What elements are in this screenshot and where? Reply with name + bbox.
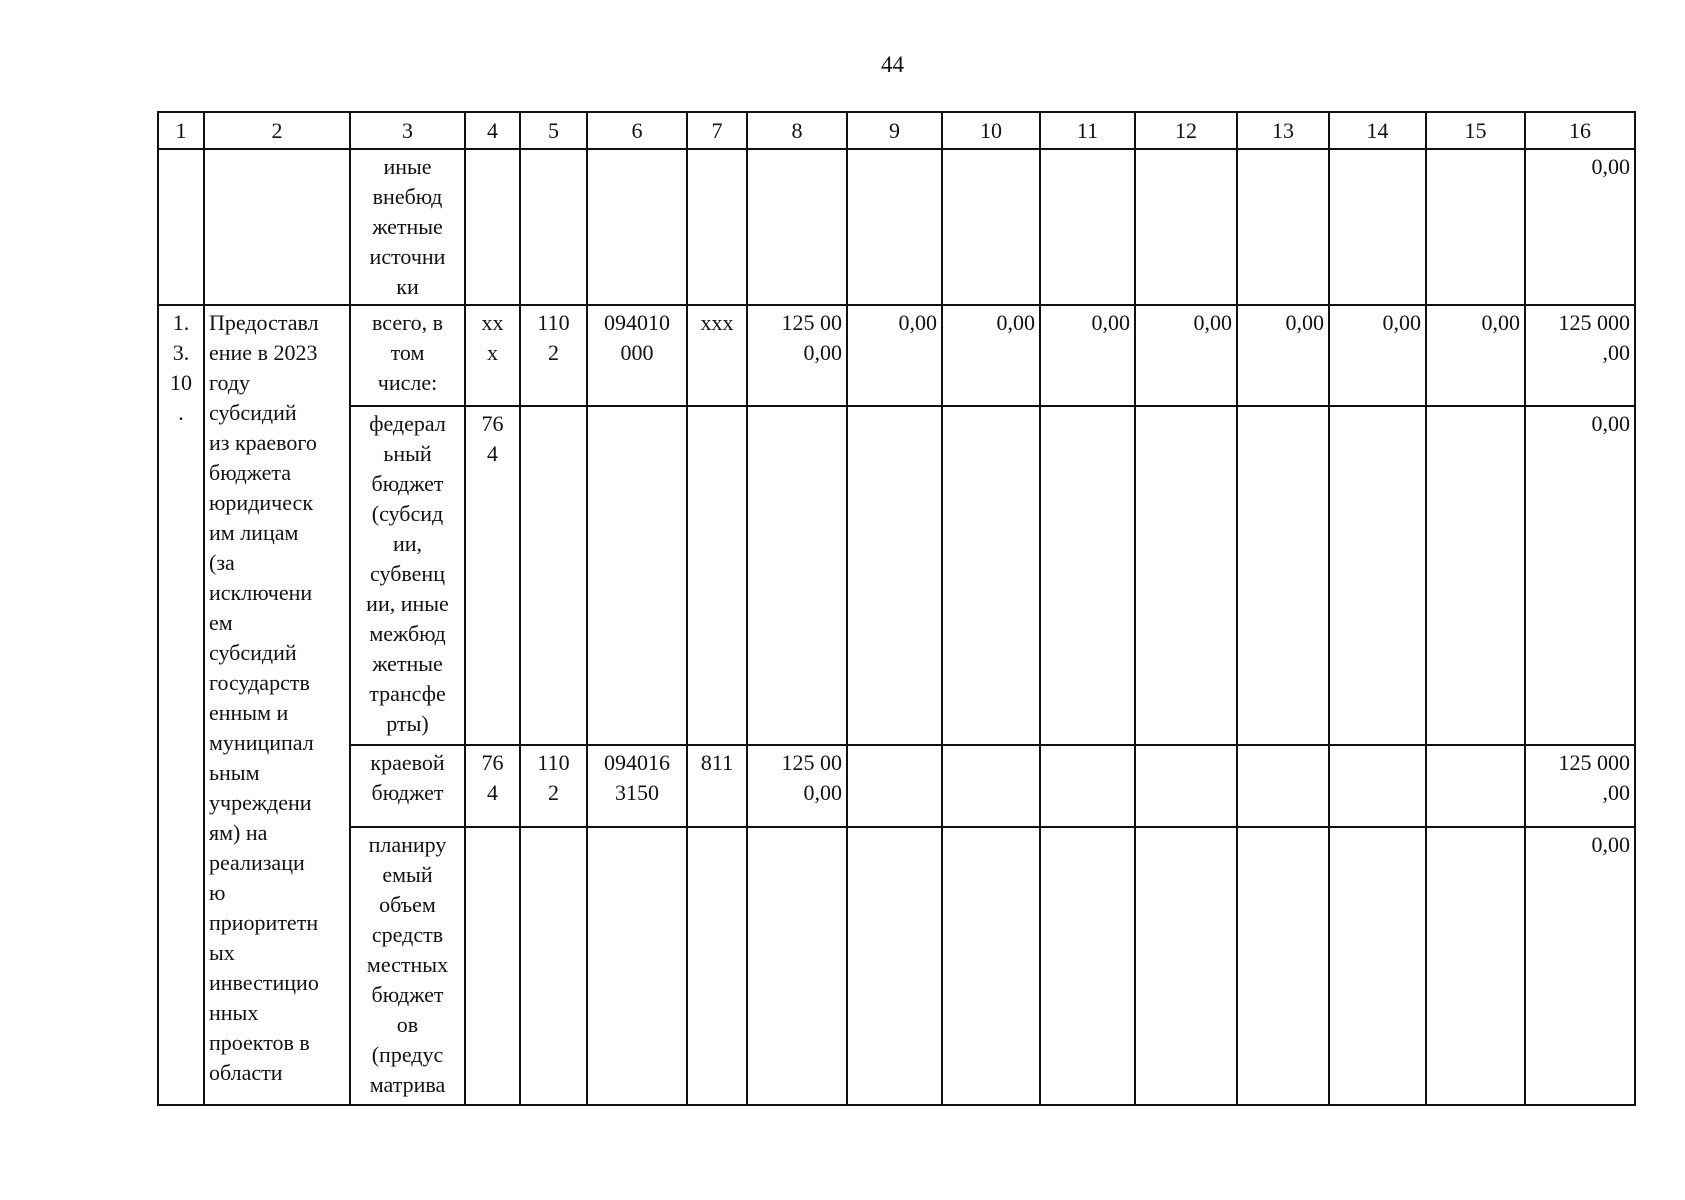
table-cell	[520, 827, 587, 1105]
header-cell: 1	[158, 112, 204, 149]
table-cell	[1135, 745, 1237, 827]
table-cell	[687, 149, 747, 305]
header-cell: 10	[942, 112, 1040, 149]
table-cell	[158, 149, 204, 305]
header-cell: 11	[1040, 112, 1135, 149]
grbs-code: 76 4	[481, 411, 504, 466]
table-cell	[1426, 149, 1525, 305]
page-number: 44	[881, 52, 904, 77]
table-cell	[747, 149, 847, 305]
table-cell	[465, 827, 520, 1105]
table-cell	[520, 305, 587, 406]
header-cell: 4	[465, 112, 520, 149]
total-value-cell	[1525, 745, 1635, 827]
table-cell	[1135, 827, 1237, 1105]
table-cell	[465, 406, 520, 745]
item-number: 1. 3. 10 .	[170, 310, 192, 425]
total-value: 125 000 ,00	[1558, 750, 1630, 805]
row-local	[158, 827, 1635, 1105]
row-federal	[158, 406, 1635, 745]
table-cell	[1426, 745, 1525, 827]
header-cell: 2	[204, 112, 350, 149]
table-cell: 0,00	[942, 305, 1040, 406]
table-cell: ххх	[687, 305, 747, 406]
table-cell	[942, 827, 1040, 1105]
section-code: 110 2	[537, 310, 570, 365]
source-label-cell	[350, 149, 465, 305]
source-label: иные внебюд жетные источни ки	[369, 154, 446, 299]
table-cell	[520, 745, 587, 827]
header-cell: 3	[350, 112, 465, 149]
table-cell	[587, 305, 687, 406]
header-row	[158, 112, 1635, 149]
table-cell	[847, 827, 942, 1105]
header-cell: 5	[520, 112, 587, 149]
table-cell: 0,00	[847, 305, 942, 406]
header-cell: 16	[1525, 112, 1635, 149]
table-cell	[1237, 827, 1329, 1105]
item-description-cell	[204, 305, 350, 1105]
table-cell: 0,00	[1329, 305, 1426, 406]
table-cell	[1135, 406, 1237, 745]
table-cell	[747, 406, 847, 745]
table-cell	[1329, 827, 1426, 1105]
amount-value: 125 00 0,00	[781, 750, 842, 805]
table-cell	[942, 406, 1040, 745]
table-cell	[747, 827, 847, 1105]
header-cell: 13	[1237, 112, 1329, 149]
table-cell	[1040, 827, 1135, 1105]
table-cell	[587, 745, 687, 827]
table-cell	[687, 406, 747, 745]
total-value-cell: 0,00	[1525, 406, 1635, 745]
total-value-cell: 0,00	[1525, 827, 1635, 1105]
table-cell: 0,00	[1135, 305, 1237, 406]
header-cell: 7	[687, 112, 747, 149]
target-code: 094016 3150	[604, 750, 670, 805]
table-cell	[1237, 149, 1329, 305]
row-total	[158, 305, 1635, 406]
table-cell	[204, 149, 350, 305]
table-cell	[1237, 745, 1329, 827]
source-label: федерал ьный бюджет (субсид ии, субвенц ии, иные межбюд жетные трансфе рты)	[366, 411, 449, 736]
table-cell	[465, 745, 520, 827]
table-cell: 811	[687, 745, 747, 827]
table-cell	[587, 827, 687, 1105]
amount-value: 125 00 0,00	[781, 310, 842, 365]
grbs-code: хх х	[481, 310, 504, 365]
table-cell	[747, 745, 847, 827]
target-code: 094010 000	[604, 310, 670, 365]
row-regional	[158, 745, 1635, 827]
source-label: всего, в том числе:	[372, 310, 443, 395]
table-cell	[1040, 745, 1135, 827]
table-cell	[1329, 745, 1426, 827]
table-cell	[1329, 149, 1426, 305]
source-label-cell	[350, 827, 465, 1105]
header-cell: 14	[1329, 112, 1426, 149]
table-cell: 0,00	[1040, 305, 1135, 406]
table-cell	[1040, 406, 1135, 745]
total-value: 125 000 ,00	[1558, 310, 1630, 365]
table-cell	[587, 149, 687, 305]
table-cell	[1426, 406, 1525, 745]
table-cell	[1040, 149, 1135, 305]
table-cell: 0,00	[1426, 305, 1525, 406]
table-cell: 0,00	[1237, 305, 1329, 406]
row-other-sources	[158, 149, 1635, 305]
table-cell	[747, 305, 847, 406]
header-cell: 6	[587, 112, 687, 149]
table-cell	[520, 406, 587, 745]
table-cell	[520, 149, 587, 305]
budget-table	[157, 111, 1636, 1106]
header-cell: 15	[1426, 112, 1525, 149]
header-cell: 12	[1135, 112, 1237, 149]
header-cell: 9	[847, 112, 942, 149]
table-cell	[465, 149, 520, 305]
table-cell	[1135, 149, 1237, 305]
source-label-cell	[350, 406, 465, 745]
table-cell	[1329, 406, 1426, 745]
source-label-cell	[350, 305, 465, 406]
source-label-cell	[350, 745, 465, 827]
table-cell	[1237, 406, 1329, 745]
section-code: 110 2	[537, 750, 570, 805]
table-cell	[587, 406, 687, 745]
source-label: планиру емый объем средств местных бюджет ов (предус матрива	[366, 832, 449, 1097]
table-cell	[847, 149, 942, 305]
table-cell	[942, 745, 1040, 827]
table-cell	[847, 406, 942, 745]
grbs-code: 76 4	[481, 750, 504, 805]
table-cell	[465, 305, 520, 406]
source-label: краевой бюджет	[370, 750, 445, 805]
item-description: Предоставл ение в 2023 году субсидий из краевого бюджета юридическ им лицам (за исключени ем субсидий государств енным и муниципал ьным учреждени ям) на реализаци ю приоритетн ых инвестицио нных проектов в области	[209, 310, 319, 1085]
table-cell	[1426, 827, 1525, 1105]
table-cell	[687, 827, 747, 1105]
item-number-cell	[158, 305, 204, 1105]
total-value-cell: 0,00	[1525, 149, 1635, 305]
table-cell	[847, 745, 942, 827]
header-cell: 8	[747, 112, 847, 149]
total-value-cell	[1525, 305, 1635, 406]
table-cell	[942, 149, 1040, 305]
